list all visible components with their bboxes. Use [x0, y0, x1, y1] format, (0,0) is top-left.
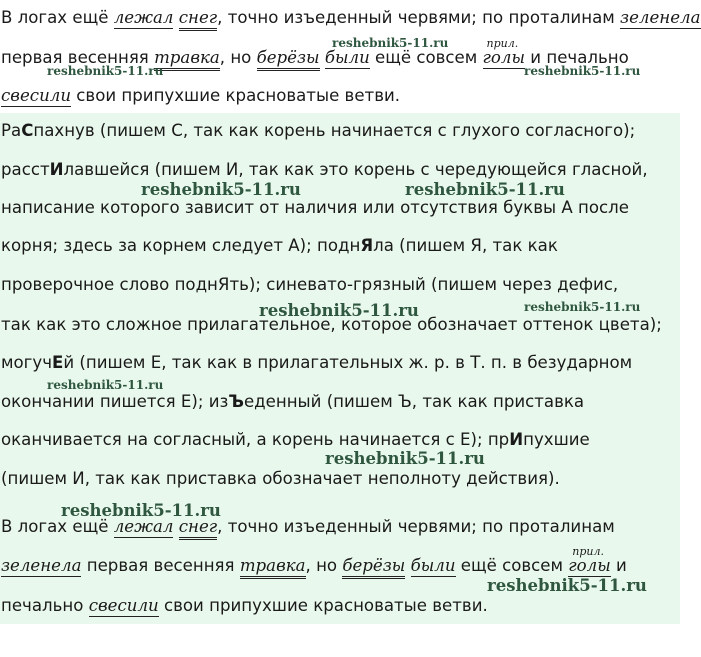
sentence-line-3: свесили свои припухшие красноватые ветви.: [1, 86, 401, 105]
subject-word: травка: [240, 556, 306, 579]
sentence2-line-1: В логах ещё лежал снег, точно изъеденный червями; по проталинам: [1, 517, 615, 537]
subject-word: берёзы: [342, 556, 405, 579]
subject-word: снег: [179, 517, 217, 540]
watermark: reshebnik5-11.ru: [524, 64, 641, 78]
explanation-line: написание которого зависит от наличия или отсутствия буквы А после: [1, 198, 629, 217]
part-of-speech-note: прил.: [572, 545, 605, 558]
watermark: reshebnik5-11.ru: [47, 64, 164, 78]
explanation-line: (пишем И, так как приставка обозначает неполноту действия).: [1, 469, 560, 488]
predicate-word: зеленела: [1, 556, 82, 575]
subject-word: берёзы: [257, 48, 320, 71]
predicate-word: голы: [568, 556, 611, 575]
sentence2-line-2: зеленела первая весенняя травка, но берёзы были ещё совсем прил. голы и: [1, 556, 627, 576]
watermark: reshebnik5-11.ru: [259, 301, 419, 320]
predicate-word: зеленела: [620, 8, 701, 27]
explanation-line: оканчивается на согласный, а корень начинается с Е); прИпухшие: [1, 430, 590, 449]
predicate-word: свесили: [1, 86, 72, 105]
explanation-line: корня; здесь за корнем следует А); поднЯла (пишем Я, так как: [1, 236, 558, 255]
sentence-line-1: В логах ещё лежал снег, точно изъеденный червями; по проталинам зеленела: [1, 8, 701, 28]
sentence2-line-3: печально свесили свои припухшие красноватые ветви.: [1, 596, 488, 615]
explanation-line: расстИлавшейся (пишем И, так как это корень с чередующейся гласной,: [1, 160, 648, 179]
watermark: reshebnik5-11.ru: [47, 378, 164, 392]
subject-word: снег: [179, 8, 217, 31]
sentence-line-2: первая весенняя травка, но берёзы были ещё совсем прил. голы и печально: [1, 48, 629, 68]
predicate-word: были: [324, 48, 370, 67]
predicate-word: лежал: [113, 517, 174, 536]
predicate-word: свесили: [88, 596, 159, 615]
watermark: reshebnik5-11.ru: [487, 576, 647, 595]
explanation-line: окончании пишется Е); изЪеденный (пишем Ъ, так как приставка: [1, 392, 585, 411]
watermark: reshebnik5-11.ru: [61, 501, 221, 520]
explanation-line: так как это сложное прилагательное, которое обозначает оттенок цвета);: [1, 315, 662, 334]
subject-word: травка: [154, 48, 220, 71]
watermark: reshebnik5-11.ru: [332, 36, 449, 50]
predicate-word: лежал: [113, 8, 174, 27]
explanation-line: РаСпахнув (пишем С, так как корень начинается с глухого согласного);: [1, 121, 636, 140]
watermark: reshebnik5-11.ru: [141, 180, 301, 199]
predicate-word: были: [410, 556, 456, 575]
predicate-word: голы: [482, 48, 526, 67]
explanation-line: могучЕй (пишем Е, так как в прилагательных ж. р. в Т. п. в безударном: [1, 353, 633, 372]
watermark: reshebnik5-11.ru: [325, 449, 485, 468]
part-of-speech-note: прил.: [486, 37, 519, 50]
watermark: reshebnik5-11.ru: [405, 180, 565, 199]
watermark: reshebnik5-11.ru: [524, 300, 641, 314]
explanation-line: проверочное слово поднЯть); синевато-грязный (пишем через дефис,: [1, 275, 619, 294]
